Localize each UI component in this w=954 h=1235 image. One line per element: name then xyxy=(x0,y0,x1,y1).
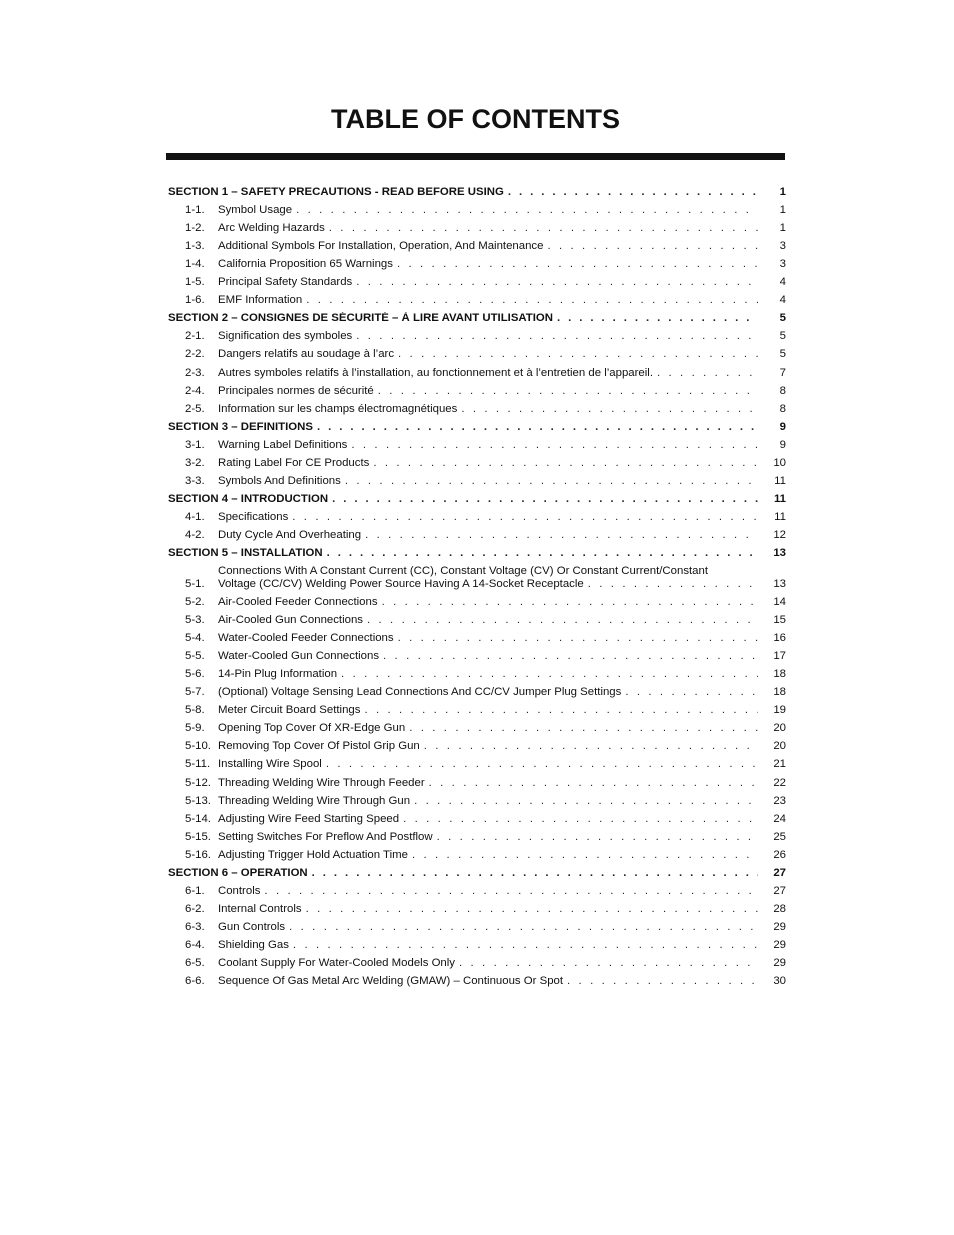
entry-title: Air-Cooled Feeder Connections xyxy=(218,596,378,609)
toc-entry[interactable] xyxy=(168,591,786,609)
entry-number: 5-9. xyxy=(185,722,205,735)
dot-leader xyxy=(382,596,758,609)
page-number: 10 xyxy=(773,456,786,469)
toc-entry[interactable] xyxy=(168,560,786,591)
toc-entry[interactable] xyxy=(168,952,786,970)
dot-leader xyxy=(312,867,758,880)
toc-entry[interactable] xyxy=(168,753,786,771)
entry-number: 2-3. xyxy=(185,366,205,379)
dot-leader xyxy=(383,650,758,663)
entry-title: Setting Switches For Preflow And Postflow xyxy=(218,830,433,843)
dot-leader xyxy=(414,795,758,808)
page-number: 20 xyxy=(773,740,786,753)
dot-leader xyxy=(459,957,758,970)
page-number: 3 xyxy=(779,240,786,253)
entry-number: 1-5. xyxy=(185,276,205,289)
dot-leader xyxy=(429,777,758,790)
dot-leader xyxy=(364,704,758,717)
page-number: 11 xyxy=(774,510,786,523)
page-number: 29 xyxy=(773,956,786,969)
dot-leader xyxy=(289,921,758,934)
page-number: 14 xyxy=(773,596,786,609)
entry-title: Gun Controls xyxy=(218,920,286,933)
dot-leader xyxy=(293,939,758,952)
toc-entry[interactable] xyxy=(168,790,786,808)
entry-title: Water-Cooled Gun Connections xyxy=(218,650,380,663)
entry-number: 6-5. xyxy=(185,956,205,969)
dot-leader xyxy=(345,475,758,488)
entry-title: Adjusting Trigger Hold Actuation Time xyxy=(218,848,408,861)
entry-number: 3-2. xyxy=(185,456,205,469)
page-number: 20 xyxy=(773,722,786,735)
dot-leader xyxy=(356,276,758,289)
dot-leader xyxy=(412,849,758,862)
toc-entry[interactable] xyxy=(168,506,786,524)
page-number: 3 xyxy=(779,258,786,271)
dot-leader xyxy=(317,421,758,434)
toc-entry[interactable] xyxy=(168,808,786,826)
page-number: 18 xyxy=(773,668,786,681)
page-number: 13 xyxy=(773,577,786,590)
entry-title: Controls xyxy=(218,884,261,897)
page-number: 29 xyxy=(773,938,786,951)
entry-title: 14-Pin Plug Information xyxy=(218,668,338,681)
entry-number: 1-3. xyxy=(185,240,205,253)
entry-number: 5-1. xyxy=(185,577,205,590)
page-number: 5 xyxy=(779,330,786,343)
toc-entry[interactable] xyxy=(168,717,786,735)
toc-entry[interactable] xyxy=(168,398,786,416)
entry-title: Coolant Supply For Water-Cooled Models Only xyxy=(218,956,455,969)
page-number: 15 xyxy=(773,614,786,627)
toc-entry[interactable] xyxy=(168,609,786,627)
entry-title-line1: Connections With A Constant Current (CC), Constant Voltage (CV) Or Constant Current/Constant xyxy=(218,564,709,577)
page-number: 5 xyxy=(779,312,786,325)
dot-leader xyxy=(508,186,758,199)
section-title: SECTION 5 – INSTALLATION xyxy=(168,546,323,559)
toc-entry[interactable] xyxy=(168,235,786,253)
dot-leader xyxy=(264,885,758,898)
dot-leader xyxy=(378,385,758,398)
entry-title: California Proposition 65 Warnings xyxy=(218,258,393,271)
toc-entry[interactable] xyxy=(168,380,786,398)
page-number: 27 xyxy=(773,884,786,897)
toc-entry[interactable] xyxy=(168,699,786,717)
entry-title: (Optional) Voltage Sensing Lead Connections And CC/CV Jumper Plug Settings xyxy=(218,686,622,699)
toc-entry[interactable] xyxy=(168,470,786,488)
dot-leader xyxy=(341,668,758,681)
page-title: TABLE OF CONTENTS xyxy=(331,104,620,134)
toc-entry[interactable] xyxy=(168,735,786,753)
entry-number: 3-1. xyxy=(185,438,205,451)
title-divider xyxy=(166,153,785,160)
entry-number: 5-11. xyxy=(185,758,211,771)
page-number: 30 xyxy=(773,975,786,988)
entry-title: Duty Cycle And Overheating xyxy=(218,528,362,541)
entry-title: Principales normes de sécurité xyxy=(218,384,374,397)
dot-leader xyxy=(437,831,758,844)
entry-number: 5-10. xyxy=(185,740,211,753)
page-number: 9 xyxy=(779,420,786,433)
entry-title: Shielding Gas xyxy=(218,938,289,951)
dot-leader xyxy=(292,511,758,524)
page-number: 23 xyxy=(773,794,786,807)
entry-number: 2-2. xyxy=(185,348,205,361)
entry-number: 6-4. xyxy=(185,938,205,951)
dot-leader xyxy=(327,547,758,560)
page-number: 24 xyxy=(773,812,786,825)
dot-leader xyxy=(356,330,758,343)
entry-title: EMF Information xyxy=(218,294,303,307)
page-number: 11 xyxy=(773,492,786,505)
toc-entry[interactable] xyxy=(168,880,786,898)
entry-title: Dangers relatifs au soudage à l’arc xyxy=(218,348,395,361)
page-number: 29 xyxy=(773,920,786,933)
toc-entry[interactable] xyxy=(168,199,786,217)
page-number: 4 xyxy=(779,294,786,307)
entry-title: Sequence Of Gas Metal Arc Welding (GMAW) – Continuous Or Spot xyxy=(218,975,564,988)
entry-number: 1-6. xyxy=(185,294,205,307)
page-number: 18 xyxy=(773,686,786,699)
entry-title: Air-Cooled Gun Connections xyxy=(218,614,363,627)
entry-title: Threading Welding Wire Through Gun xyxy=(218,794,411,807)
toc-entry[interactable] xyxy=(168,663,786,681)
entry-number: 5-4. xyxy=(185,632,205,645)
toc-section-entry[interactable] xyxy=(168,488,786,506)
toc-entry[interactable] xyxy=(168,343,786,361)
entry-title: Meter Circuit Board Settings xyxy=(218,704,361,717)
entry-number: 1-1. xyxy=(185,204,205,217)
page-number: 9 xyxy=(779,438,786,451)
dot-leader xyxy=(373,457,758,470)
page-number: 12 xyxy=(773,528,786,541)
page-number: 5 xyxy=(779,348,786,361)
toc-entry[interactable] xyxy=(168,452,786,470)
dot-leader xyxy=(547,240,758,253)
entry-number: 5-2. xyxy=(185,596,205,609)
entry-title: Internal Controls xyxy=(218,902,302,915)
page-number: 1 xyxy=(779,222,786,235)
toc-section-entry[interactable] xyxy=(168,542,786,560)
page-number: 19 xyxy=(773,704,786,717)
toc-list xyxy=(168,181,786,988)
dot-leader xyxy=(398,632,758,645)
dot-leader xyxy=(461,403,758,416)
toc-entry[interactable] xyxy=(168,253,786,271)
page-number: 11 xyxy=(774,474,786,487)
page-number: 21 xyxy=(773,758,786,771)
toc-entry[interactable] xyxy=(168,434,786,452)
dot-leader xyxy=(332,493,758,506)
entry-number: 2-5. xyxy=(185,402,205,415)
page-number: 8 xyxy=(779,384,786,397)
dot-leader xyxy=(424,740,758,753)
toc-section-entry[interactable] xyxy=(168,862,786,880)
entry-number: 5-5. xyxy=(185,650,205,663)
section-title: SECTION 4 – INTRODUCTION xyxy=(168,492,329,505)
page-number: 28 xyxy=(773,902,786,915)
toc-entry[interactable] xyxy=(168,627,786,645)
entry-title: Opening Top Cover Of XR-Edge Gun xyxy=(218,722,406,735)
toc-entry[interactable] xyxy=(168,771,786,789)
toc-section-entry[interactable] xyxy=(168,307,786,325)
dot-leader xyxy=(329,222,758,235)
toc-entry[interactable] xyxy=(168,681,786,699)
entry-title: Installing Wire Spool xyxy=(218,758,322,771)
dot-leader xyxy=(365,529,758,542)
entry-title: Rating Label For CE Products xyxy=(218,456,370,469)
entry-number: 4-2. xyxy=(185,528,205,541)
toc-entry[interactable] xyxy=(168,217,786,235)
entry-number: 3-3. xyxy=(185,474,205,487)
entry-number: 5-3. xyxy=(185,614,205,627)
entry-number: 5-8. xyxy=(185,704,205,717)
dot-leader xyxy=(657,367,758,380)
dot-leader xyxy=(351,439,758,452)
entry-title: Information sur les champs électromagnétiques xyxy=(218,402,458,415)
toc-entry[interactable] xyxy=(168,898,786,916)
entry-title: Warning Label Definitions xyxy=(218,438,348,451)
page-number: 1 xyxy=(779,204,786,217)
toc-entry[interactable] xyxy=(168,844,786,862)
dot-leader xyxy=(397,258,758,271)
entry-title: Autres symboles relatifs à l’installation, au fonctionnement et à l’entretien de l’appareil. xyxy=(218,366,653,379)
entry-number: 2-4. xyxy=(185,384,205,397)
dot-leader xyxy=(296,204,758,217)
toc-entry[interactable] xyxy=(168,934,786,952)
entry-title: Arc Welding Hazards xyxy=(218,222,325,235)
toc-entry[interactable] xyxy=(168,826,786,844)
toc-entry[interactable] xyxy=(168,524,786,542)
entry-number: 2-1. xyxy=(185,330,205,343)
toc-entry[interactable] xyxy=(168,325,786,343)
entry-number: 5-16. xyxy=(185,848,211,861)
entry-number: 6-6. xyxy=(185,975,205,988)
dot-leader xyxy=(557,312,758,325)
entry-number: 5-6. xyxy=(185,668,205,681)
entry-number: 5-7. xyxy=(185,686,205,699)
entry-title: Signification des symboles xyxy=(218,330,353,343)
section-title: SECTION 3 – DEFINITIONS xyxy=(168,420,313,433)
page-number: 26 xyxy=(773,848,786,861)
entry-number: 5-15. xyxy=(185,830,211,843)
section-title: SECTION 6 – OPERATION xyxy=(168,866,308,879)
toc-entry[interactable] xyxy=(168,289,786,307)
page-number: 16 xyxy=(773,632,786,645)
toc-entry[interactable] xyxy=(168,361,786,379)
page-number: 4 xyxy=(779,276,786,289)
toc-entry[interactable] xyxy=(168,970,786,988)
entry-title: Principal Safety Standards xyxy=(218,276,353,289)
page-number: 17 xyxy=(773,650,786,663)
entry-number: 5-14. xyxy=(185,812,211,825)
page-number: 13 xyxy=(773,546,786,559)
entry-number: 5-12. xyxy=(185,776,211,789)
entry-title: Symbol Usage xyxy=(218,204,293,217)
entry-title: Symbols And Definitions xyxy=(218,474,341,487)
dot-leader xyxy=(326,758,758,771)
entry-number: 6-2. xyxy=(185,902,205,915)
entry-number: 1-4. xyxy=(185,258,205,271)
dot-leader xyxy=(367,614,758,627)
dot-leader xyxy=(409,722,758,735)
dot-leader xyxy=(306,294,758,307)
entry-title: Water-Cooled Feeder Connections xyxy=(218,632,394,645)
entry-title: Adjusting Wire Feed Starting Speed xyxy=(218,812,400,825)
entry-title: Threading Welding Wire Through Feeder xyxy=(218,776,425,789)
dot-leader xyxy=(588,578,754,591)
section-title: SECTION 1 – SAFETY PRECAUTIONS - READ BEFORE USING xyxy=(168,186,504,199)
page-number: 25 xyxy=(773,830,786,843)
toc-entry[interactable] xyxy=(168,271,786,289)
entry-title: Additional Symbols For Installation, Operation, And Maintenance xyxy=(218,240,544,253)
section-title: SECTION 2 – CONSIGNES DE SÉCURITÉ – À LIRE AVANT UTILISATION xyxy=(168,312,553,325)
toc-entry[interactable] xyxy=(168,645,786,663)
toc-section-entry[interactable] xyxy=(168,416,786,434)
dot-leader xyxy=(403,813,758,826)
page-number: 27 xyxy=(773,866,786,879)
dot-leader xyxy=(567,975,758,988)
entry-number: 6-3. xyxy=(185,920,205,933)
entry-number: 6-1. xyxy=(185,884,205,897)
page-number: 7 xyxy=(779,366,786,379)
entry-title: Removing Top Cover Of Pistol Grip Gun xyxy=(218,740,420,753)
entry-number: 4-1. xyxy=(185,510,205,523)
page-number: 1 xyxy=(779,186,786,199)
toc-section-entry[interactable] xyxy=(168,181,786,199)
dot-leader xyxy=(398,348,758,361)
dot-leader xyxy=(306,903,758,916)
toc-entry[interactable] xyxy=(168,916,786,934)
dot-leader xyxy=(625,686,758,699)
entry-number: 5-13. xyxy=(185,794,211,807)
entry-title: Voltage (CC/CV) Welding Power Source Having A 14-Socket Receptacle xyxy=(218,577,584,590)
page-number: 22 xyxy=(773,776,786,789)
entry-title: Specifications xyxy=(218,510,289,523)
page-number: 8 xyxy=(779,402,786,415)
entry-number: 1-2. xyxy=(185,222,205,235)
